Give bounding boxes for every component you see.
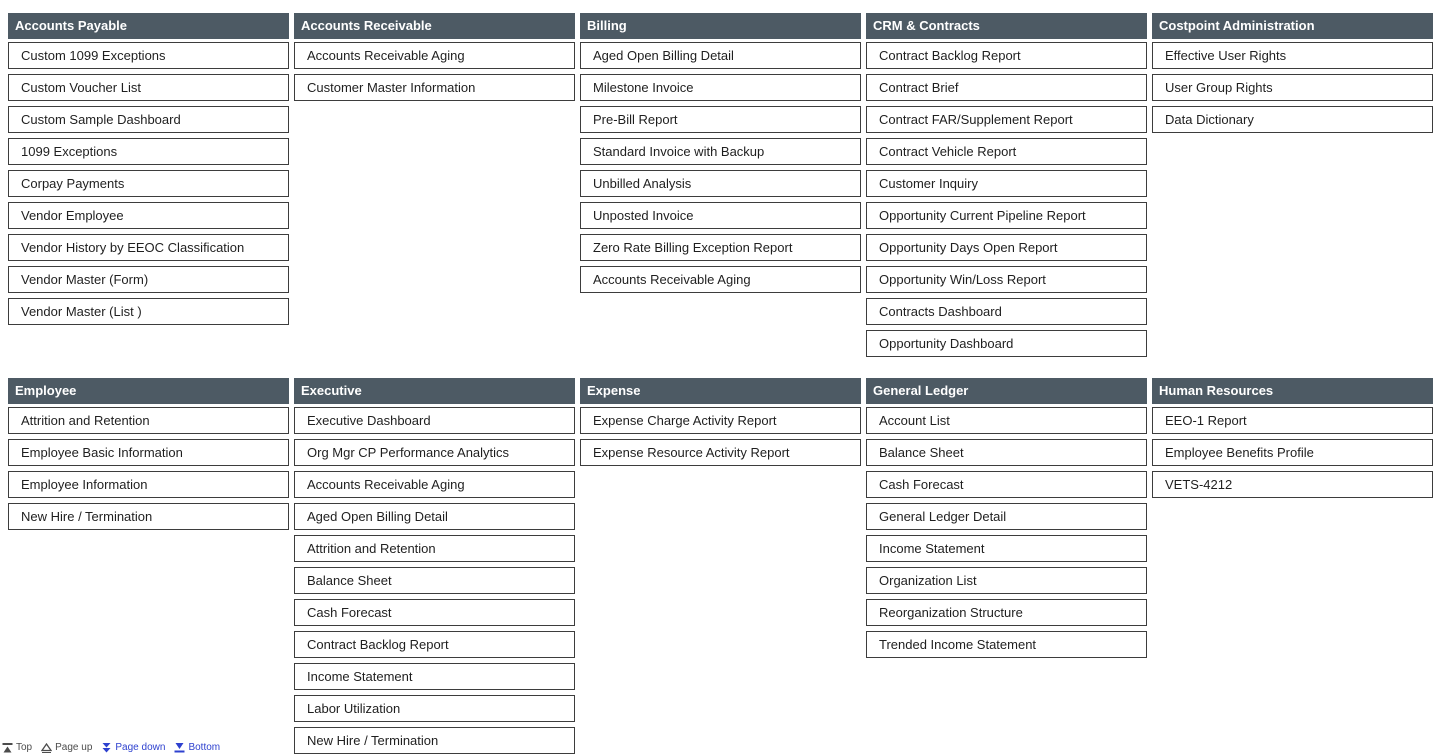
nav-label: Bottom [188, 742, 221, 753]
report-link[interactable]: Opportunity Days Open Report [866, 234, 1147, 261]
report-board [8, 13, 1433, 754]
report-link[interactable]: Contract Brief [866, 74, 1147, 101]
report-link[interactable]: Contract Backlog Report [294, 631, 575, 658]
report-link[interactable]: Customer Inquiry [866, 170, 1147, 197]
report-link[interactable]: Aged Open Billing Detail [294, 503, 575, 530]
report-link[interactable]: Contract Backlog Report [866, 42, 1147, 69]
report-link[interactable]: Organization List [866, 567, 1147, 594]
report-link[interactable]: Opportunity Dashboard [866, 330, 1147, 357]
report-link[interactable]: Pre-Bill Report [580, 106, 861, 133]
report-link[interactable]: Customer Master Information [294, 74, 575, 101]
report-link[interactable]: Milestone Invoice [580, 74, 861, 101]
report-link[interactable]: Unposted Invoice [580, 202, 861, 229]
section-header: Executive [294, 378, 575, 404]
report-link[interactable]: VETS-4212 [1152, 471, 1433, 498]
page-up-button[interactable] [41, 743, 92, 753]
report-link[interactable]: Zero Rate Billing Exception Report [580, 234, 861, 261]
report-link[interactable]: General Ledger Detail [866, 503, 1147, 530]
report-link[interactable]: Aged Open Billing Detail [580, 42, 861, 69]
section-general-ledger [866, 378, 1147, 658]
report-link[interactable]: Custom Sample Dashboard [8, 106, 289, 133]
report-link[interactable]: Vendor Employee [8, 202, 289, 229]
report-link[interactable]: Contracts Dashboard [866, 298, 1147, 325]
report-link[interactable]: Unbilled Analysis [580, 170, 861, 197]
report-link[interactable]: Balance Sheet [294, 567, 575, 594]
section-accounts-payable [8, 13, 289, 325]
top-icon [2, 743, 13, 753]
report-link[interactable]: User Group Rights [1152, 74, 1433, 101]
page-down-button[interactable] [101, 743, 165, 753]
report-link[interactable]: New Hire / Termination [294, 727, 575, 754]
report-link[interactable]: Vendor Master (Form) [8, 266, 289, 293]
nav-label: Top [16, 742, 33, 753]
pagination-bar [2, 743, 220, 753]
section-billing [580, 13, 861, 293]
report-link[interactable]: Accounts Receivable Aging [294, 471, 575, 498]
section-header: Accounts Payable [8, 13, 289, 39]
report-link[interactable]: 1099 Exceptions [8, 138, 289, 165]
section-expense [580, 378, 861, 466]
section-costpoint-administration [1152, 13, 1433, 133]
report-link[interactable]: Balance Sheet [866, 439, 1147, 466]
report-link[interactable]: Org Mgr CP Performance Analytics [294, 439, 575, 466]
section-header: CRM & Contracts [866, 13, 1147, 39]
report-link[interactable]: EEO-1 Report [1152, 407, 1433, 434]
nav-label: Page down [115, 742, 166, 753]
report-link[interactable]: Corpay Payments [8, 170, 289, 197]
report-link[interactable]: Custom 1099 Exceptions [8, 42, 289, 69]
report-link[interactable]: Accounts Receivable Aging [580, 266, 861, 293]
nav-label: Page up [55, 742, 93, 753]
section-header: Accounts Receivable [294, 13, 575, 39]
section-header: Expense [580, 378, 861, 404]
section-header: Billing [580, 13, 861, 39]
page-down-icon [101, 743, 112, 753]
report-link[interactable]: Reorganization Structure [866, 599, 1147, 626]
report-link[interactable]: Custom Voucher List [8, 74, 289, 101]
report-link[interactable]: Income Statement [294, 663, 575, 690]
section-executive [294, 378, 575, 754]
report-link[interactable]: Employee Information [8, 471, 289, 498]
report-link[interactable]: Vendor Master (List ) [8, 298, 289, 325]
section-accounts-receivable [294, 13, 575, 101]
report-link[interactable]: Accounts Receivable Aging [294, 42, 575, 69]
report-link[interactable]: Trended Income Statement [866, 631, 1147, 658]
report-link[interactable]: New Hire / Termination [8, 503, 289, 530]
report-link[interactable]: Data Dictionary [1152, 106, 1433, 133]
report-link[interactable]: Cash Forecast [866, 471, 1147, 498]
report-link[interactable]: Cash Forecast [294, 599, 575, 626]
section-crm-contracts [866, 13, 1147, 357]
report-link[interactable]: Attrition and Retention [294, 535, 575, 562]
report-link[interactable]: Expense Charge Activity Report [580, 407, 861, 434]
report-link[interactable]: Income Statement [866, 535, 1147, 562]
report-link[interactable]: Employee Basic Information [8, 439, 289, 466]
section-header: Employee [8, 378, 289, 404]
section-header: General Ledger [866, 378, 1147, 404]
section-employee [8, 378, 289, 530]
report-link[interactable]: Standard Invoice with Backup [580, 138, 861, 165]
report-link[interactable]: Opportunity Win/Loss Report [866, 266, 1147, 293]
page-up-icon [41, 743, 52, 753]
report-link[interactable]: Employee Benefits Profile [1152, 439, 1433, 466]
report-link[interactable]: Attrition and Retention [8, 407, 289, 434]
report-link[interactable]: Labor Utilization [294, 695, 575, 722]
report-link[interactable]: Contract Vehicle Report [866, 138, 1147, 165]
bottom-icon [174, 743, 185, 753]
top-button[interactable] [2, 743, 32, 753]
report-link[interactable]: Effective User Rights [1152, 42, 1433, 69]
report-link[interactable]: Vendor History by EEOC Classification [8, 234, 289, 261]
report-link[interactable]: Account List [866, 407, 1147, 434]
section-header: Human Resources [1152, 378, 1433, 404]
section-header: Costpoint Administration [1152, 13, 1433, 39]
report-link[interactable]: Opportunity Current Pipeline Report [866, 202, 1147, 229]
bottom-button[interactable] [174, 743, 220, 753]
report-link[interactable]: Executive Dashboard [294, 407, 575, 434]
report-link[interactable]: Expense Resource Activity Report [580, 439, 861, 466]
report-link[interactable]: Contract FAR/Supplement Report [866, 106, 1147, 133]
section-human-resources [1152, 378, 1433, 498]
